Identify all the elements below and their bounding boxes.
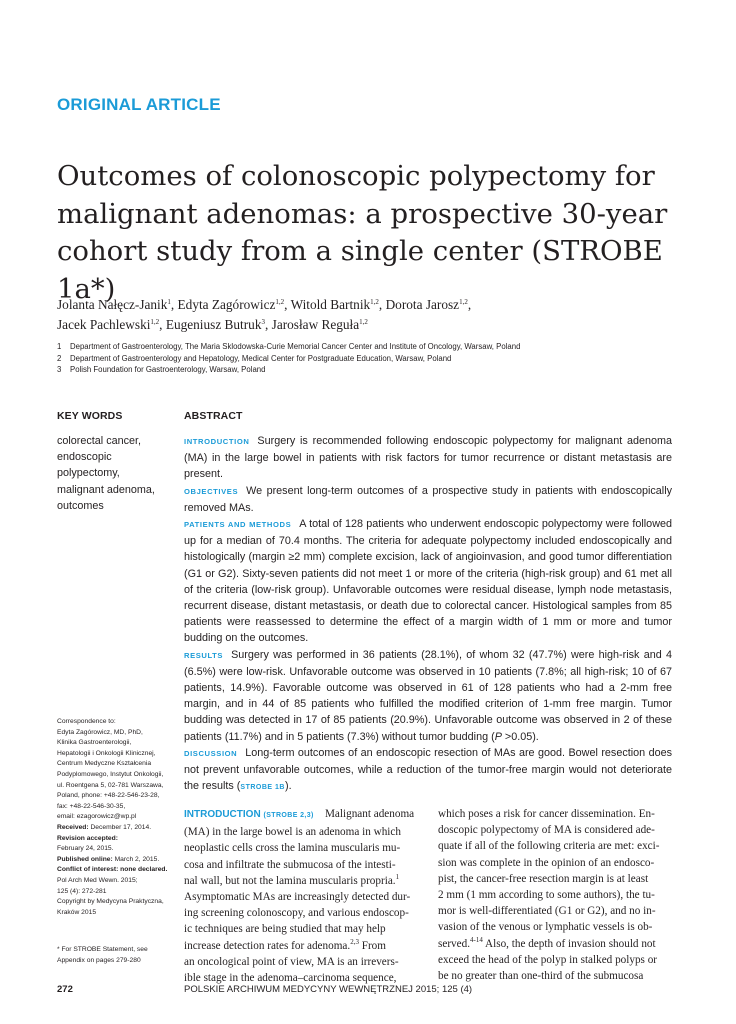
correspondence-line: Centrum Medyczne Kształcenia bbox=[57, 760, 152, 768]
abstract-text: >0.05). bbox=[501, 730, 539, 743]
abstract-heading: ABSTRACT bbox=[184, 410, 243, 422]
body-line: exceed the head of the polyp in stalked polyps or bbox=[438, 953, 658, 966]
strobe-footnote bbox=[57, 945, 175, 966]
citation-ref: 2,3 bbox=[350, 937, 359, 946]
author-name: Jolanta Nałęcz-Janik bbox=[57, 297, 168, 312]
author-separator: , bbox=[378, 297, 386, 312]
author-affiliation: 1,2 bbox=[359, 318, 368, 326]
abstract-label: RESULTS bbox=[184, 650, 224, 660]
correspondence-line: Hepatologii i Onkologii Klinicznej, bbox=[57, 749, 156, 757]
body-line: ing screening colonoscopy, and various endoscop- bbox=[184, 907, 409, 920]
author-affiliation: 1 bbox=[167, 298, 171, 306]
author-list bbox=[57, 295, 697, 335]
body-text: Also, the depth of invasion should not bbox=[482, 937, 656, 950]
affiliation-item bbox=[57, 364, 697, 376]
published-date bbox=[57, 855, 175, 866]
body-line: 2 mm (1 mm according to some authors), the tu- bbox=[438, 889, 655, 902]
page-number: 272 bbox=[57, 984, 73, 995]
received-value: December 17, 2014. bbox=[90, 823, 152, 831]
body-text: From bbox=[358, 939, 386, 952]
body-line: doscopic polypectomy of MA is considered ade- bbox=[438, 824, 655, 837]
author-separator: , bbox=[170, 297, 178, 312]
author-name: Eugeniusz Butruk bbox=[165, 317, 262, 332]
abstract-text: We present long-term outcomes of a prospective study in patients with endoscopically removed MAs. bbox=[184, 484, 672, 514]
abstract-label: OBJECTIVES bbox=[184, 486, 239, 496]
correspondence-line: Klinika Gastroenterologii, bbox=[57, 739, 132, 747]
body-line bbox=[438, 936, 674, 952]
body-line: ible stage in the adenoma–carcinoma sequence, bbox=[184, 972, 397, 985]
title-line: Outcomes of colonoscopic polypectomy for bbox=[57, 160, 655, 192]
author-name: Dorota Jarosz bbox=[385, 297, 460, 312]
published-label: Published online: bbox=[57, 855, 113, 863]
received-date bbox=[57, 823, 175, 834]
abstract-body bbox=[184, 433, 672, 796]
strobe-reference: STROBE 1B bbox=[240, 784, 285, 792]
citation-line: Pol Arch Med Wewn. 2015; bbox=[57, 876, 138, 884]
abstract-text: Surgery was performed in 36 patients (28.1%), of whom 32 (47.7%) were high-risk and 4 (6.5%) were low-risk. Unfavorable outcome was observed in 10 patients (7.8%; all high-risk; 10 of 67 patients, 14.9%). Favorable outcome was observed in 61 of 128 patients who had a 2-mm free margin, and in 44 of 85 patients who fulfilled the modified criterion of 1-mm free margin. Tumor budding was detected in 17 of 85 patients (20.9%). Unfavorable outcome was observed in 2 of these patients (11.7%) and in 5 patients (7.3%) without tumor budding ( bbox=[184, 648, 672, 743]
author-separator: , bbox=[159, 317, 166, 332]
title-line: cohort study from a single center (STROBE 1a*) bbox=[57, 235, 663, 305]
abstract-text: ). bbox=[284, 780, 292, 793]
body-line bbox=[184, 938, 420, 954]
body-text: nal wall, but not the lamina muscularis propria. bbox=[184, 874, 396, 887]
body-line: neoplastic cells cross the lamina muscularis mu- bbox=[184, 842, 401, 855]
keyword-list bbox=[57, 433, 172, 514]
body-line: ic techniques are being studied that may help bbox=[184, 923, 386, 936]
keyword: endoscopic bbox=[57, 451, 112, 464]
author-row bbox=[57, 295, 697, 315]
affiliation-number: 2 bbox=[57, 353, 62, 363]
author-affiliation: 3 bbox=[261, 318, 265, 326]
introduction-heading: INTRODUCTION bbox=[184, 809, 261, 820]
correspondence-heading: Correspondence to: bbox=[57, 718, 116, 725]
journal-footer: POLSKIE ARCHIWUM MEDYCYNY WEWNĘTRZNEJ 2015; 125 (4) bbox=[184, 984, 473, 995]
title-line: malignant adenomas: a prospective 30-year bbox=[57, 197, 668, 230]
keyword: polypectomy, bbox=[57, 467, 120, 480]
author-name: Jarosław Reguła bbox=[271, 317, 360, 332]
abstract-text: Surgery is recommended following endoscopic polypectomy for malignant adenoma (MA) in the large bowel in patients with risk factors for tumor recurrence or distant metastasis are present. bbox=[184, 435, 672, 481]
author-affiliation: 1,2 bbox=[275, 298, 285, 306]
received-label: Received: bbox=[57, 823, 89, 831]
abstract-introduction bbox=[184, 433, 672, 483]
correspondence-line: fax: +48-22-546-30-35, bbox=[57, 802, 126, 810]
body-column-left bbox=[184, 806, 420, 986]
body-line: cosa and infiltrate the submucosa of the intesti- bbox=[184, 858, 396, 871]
body-line bbox=[184, 806, 420, 824]
body-line: Asymptomatic MAs are increasingly detected dur- bbox=[184, 891, 411, 904]
author-separator: , bbox=[284, 297, 291, 312]
strobe-reference: (STROBE 2,3) bbox=[263, 812, 314, 819]
author-affiliation: 1,2 bbox=[459, 298, 468, 306]
body-line: quate if all of the following criteria are met: exci- bbox=[438, 840, 660, 853]
body-line: an oncological point of view, MA is an irrevers- bbox=[184, 955, 399, 968]
affiliation-number: 3 bbox=[57, 365, 62, 374]
citation-line: 125 (4): 272-281 bbox=[57, 887, 107, 895]
body-text: increase detection rates for adenoma. bbox=[184, 939, 351, 952]
published-value: March 2, 2015. bbox=[114, 855, 160, 863]
affiliation-item bbox=[57, 341, 697, 353]
copyright-line: Copyright by Medycyna Praktyczna, bbox=[57, 898, 164, 906]
author-separator: , bbox=[467, 297, 472, 312]
abstract-discussion bbox=[184, 745, 672, 797]
body-line: mor is well-differentiated (G1 or G2), and no in- bbox=[438, 905, 656, 918]
affiliation-number: 1 bbox=[57, 342, 62, 351]
body-text: Malignant adenoma bbox=[324, 808, 415, 820]
body-column-right bbox=[438, 806, 674, 984]
revision-value: February 24, 2015. bbox=[57, 845, 114, 853]
abstract-results bbox=[184, 647, 672, 745]
author-name: Edyta Zagórowicz bbox=[177, 297, 276, 312]
section-label: ORIGINAL ARTICLE bbox=[57, 95, 221, 114]
copyright-line: Kraków 2015 bbox=[57, 908, 97, 916]
affiliation-item bbox=[57, 353, 697, 365]
conflict-statement: Conflict of interest: none declared. bbox=[57, 866, 168, 874]
abstract-methods bbox=[184, 516, 672, 647]
body-line bbox=[184, 873, 420, 889]
body-line: vasion of the venous or lymphatic vessels is ob- bbox=[438, 921, 653, 934]
abstract-label: PATIENTS AND METHODS bbox=[184, 520, 292, 530]
keyword: malignant adenoma, bbox=[57, 483, 155, 496]
p-value-symbol: P bbox=[494, 730, 502, 743]
body-line: (MA) in the large bowel is an adenoma in which bbox=[184, 826, 401, 839]
correspondence-line: Edyta Zagórowicz, MD, PhD, bbox=[57, 728, 143, 736]
body-line: sion was complete in the opinion of an endosco- bbox=[438, 856, 655, 869]
correspondence-line: ul. Roentgena 5, 02-781 Warszawa, bbox=[57, 781, 164, 789]
author-name: Witold Bartnik bbox=[290, 297, 371, 312]
author-separator: , bbox=[264, 317, 272, 332]
correspondence-email: email: ezagorowicz@wp.pl bbox=[57, 813, 137, 821]
keywords-heading: KEY WORDS bbox=[57, 410, 123, 422]
citation-ref: 1 bbox=[395, 872, 400, 881]
footnote-line: * For STROBE Statement, see bbox=[57, 946, 148, 953]
author-affiliation: 1,2 bbox=[370, 298, 379, 306]
body-text: served. bbox=[438, 937, 470, 950]
author-affiliation: 1,2 bbox=[150, 318, 160, 326]
abstract-label: INTRODUCTION bbox=[184, 437, 250, 446]
body-line: which poses a risk for cancer dissemination. En- bbox=[438, 808, 655, 820]
author-name: Jacek Pachlewski bbox=[57, 317, 151, 332]
abstract-text: Long-term outcomes of an endoscopic resection of MAs are good. Bowel resection does not prevent unfavorable outcomes, while a reduction of the tumor-free margin would not deteriorate the results ( bbox=[184, 746, 672, 793]
author-row bbox=[57, 315, 697, 335]
keyword: outcomes bbox=[57, 499, 104, 512]
affiliation-text: Department of Gastroenterology, The Maria Sklodowska-Curie Memorial Cancer Center and Institute of Oncology, Warsaw, Poland bbox=[70, 342, 521, 351]
abstract-text: A total of 128 patients who underwent endoscopic polypectomy were followed up for a median of 70.4 months. The criteria for adequate polypectomy included endoscopically and histologically (margin ≥2 mm) complete excision, lack of angioinvasion, and good tumor differentiation (G1 or G2). Sixty-seven patients did not meet 1 or more of the criteria (high-risk group) and 61 met all of the criteria (low-risk group). Unfavorable outcomes were residual disease, lymph node metastasis, recurrent disease, distant metastasis, or death due to colorectal cancer. Histological samples from 85 patients were reassessed to determine the effect of a margin width of 1 mm or more and tumor budding on the outcomes. bbox=[184, 518, 672, 645]
affiliation-text: Department of Gastroenterology and Hepatology, Medical Center for Postgraduate Education, Warsaw, Poland bbox=[70, 353, 452, 363]
revision-label: Revision accepted: bbox=[57, 834, 118, 842]
affiliation-text: Polish Foundation for Gastroenterology, Warsaw, Poland bbox=[70, 365, 266, 374]
affiliation-list bbox=[57, 341, 697, 376]
footnote-line: Appendix on pages 279-280 bbox=[57, 956, 141, 964]
body-line: pist, the cancer-free resection margin is at least bbox=[438, 872, 649, 885]
correspondence-line: Poland, phone: +48-22-546-23-28, bbox=[57, 792, 160, 800]
correspondence-line: Podyplomowego, Instytut Onkologii, bbox=[57, 770, 164, 778]
correspondence-box bbox=[57, 717, 175, 918]
article-title bbox=[57, 158, 697, 308]
abstract-label: DISCUSSION bbox=[184, 748, 238, 758]
body-line: be no greater than one-third of the submucosa bbox=[438, 970, 644, 983]
citation-ref: 4-14 bbox=[470, 935, 483, 944]
abstract-objectives bbox=[184, 483, 672, 516]
keyword: colorectal cancer, bbox=[57, 435, 142, 447]
